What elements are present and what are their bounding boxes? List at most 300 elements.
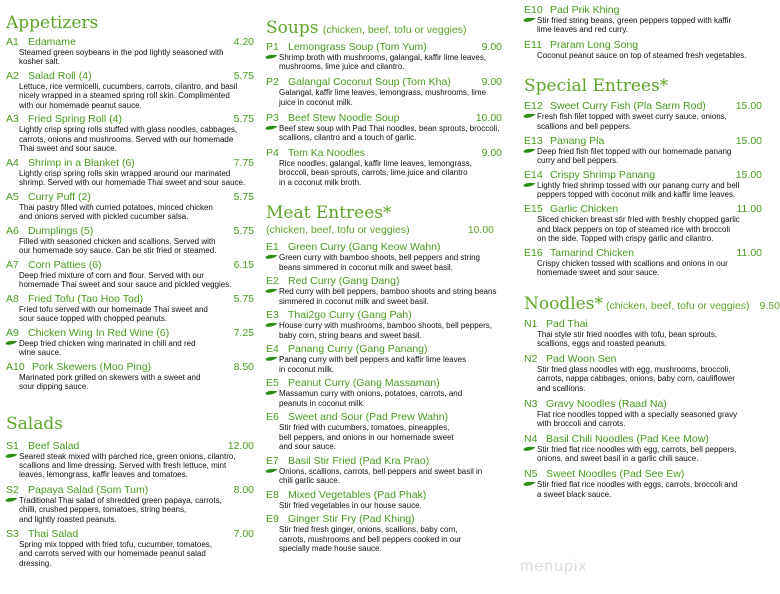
item-code: E1 [266, 241, 279, 254]
column-middle [266, 0, 504, 557]
item-name: Lemongrass Soup (Tom Yum) [288, 41, 427, 53]
item-price [502, 513, 504, 525]
item-code: E16 [524, 246, 543, 259]
item-code: A9 [6, 326, 19, 339]
item-description [6, 82, 256, 110]
chili-pepper-icon [265, 322, 278, 328]
item-code: S2 [6, 483, 19, 496]
item-price: 15.00 [735, 168, 762, 181]
item-description [6, 271, 256, 290]
menu-item-header [524, 353, 764, 365]
item-description [266, 88, 504, 107]
description-line: lime leaves and red curry. [537, 25, 628, 35]
item-name: Dumplings (5) [28, 224, 94, 237]
description-line: Deep fried mixture of corn and flour. Served with our [19, 270, 204, 280]
description-line: chili garlic sauce. [279, 475, 340, 485]
description-line: Deep fried fish filet topped with our homemade panang [537, 146, 732, 156]
chili-pepper-icon [523, 446, 536, 452]
item-name: Panang Pla [550, 134, 605, 147]
item-name: Praram Long Song [550, 38, 639, 51]
item-name: Red Curry (Gang Dang) [288, 275, 400, 288]
item-code: E10 [524, 4, 543, 16]
description-line: Thai style stir fried noodles with tofu, bean sprouts, [537, 329, 718, 339]
description-line: scallions, cilantro and a touch of garlic. [279, 133, 417, 143]
item-description [6, 203, 256, 222]
item-code: N1 [524, 317, 538, 330]
item-name: Pork Skewers (Moo Ping) [32, 360, 152, 373]
menu-item-n1 [524, 318, 764, 349]
item-description [524, 365, 764, 393]
chili-pepper-icon [523, 148, 536, 154]
description-line: Panang curry with bell peppers and kaffir lime leaves [279, 355, 467, 365]
item-name: Fried Spring Roll (4) [28, 113, 122, 126]
description-line: simmered in coconut milk and sweet basil. [279, 296, 429, 306]
description-line: on the side. Topped with crispy garlic and cilantro. [537, 233, 714, 243]
item-description [266, 355, 504, 374]
description-line: baby corn, string beans and sweet basil. [279, 330, 422, 340]
item-description [6, 452, 256, 480]
description-line: House curry with mushrooms, bamboo shoots, bell peppers, [279, 321, 492, 331]
item-price [762, 398, 764, 410]
item-name: Sweet Curry Fish (Pla Sarm Rod) [550, 100, 706, 113]
chili-pepper-icon [523, 17, 536, 23]
item-description [266, 423, 504, 451]
item-code: A8 [6, 292, 19, 305]
description-line: and lightly roasted peanuts. [19, 514, 117, 524]
description-line: Crispy chicken tossed with scallions and onions in our [537, 258, 728, 268]
item-price [762, 4, 764, 16]
item-description [524, 147, 764, 166]
menu-item-n2 [524, 353, 764, 393]
chili-pepper-icon [265, 468, 278, 474]
item-price: 6.15 [233, 258, 254, 271]
chili-pepper-icon [265, 288, 278, 294]
item-description [6, 237, 256, 256]
item-name: Ginger Stir Fry (Pad Khing) [288, 513, 415, 526]
chili-pepper-icon [5, 453, 18, 459]
menu-item-header [266, 309, 504, 321]
section-title-appetizers: Appetizers [6, 13, 99, 33]
item-price: 5.75 [233, 292, 254, 305]
item-name: Chicken Wing In Red Wine (6) [28, 326, 170, 339]
item-price: 9.00 [481, 146, 502, 159]
description-line: and black peppers on top of steamed rice with broccoli [537, 224, 730, 234]
meat-entrees-note: (chicken, beef, tofu or veggies) [266, 224, 410, 237]
item-price: 5.75 [233, 224, 254, 237]
noodles-price: 9.50 [759, 299, 780, 312]
item-code: E9 [266, 513, 279, 526]
item-name: Panang Curry (Gang Panang) [288, 343, 428, 356]
item-code: N5 [524, 468, 538, 481]
description-line: shrimp. Served with our homemade Thai sweet and sour sauce. [19, 178, 246, 188]
soups-note: (chicken, beef, tofu or veggies) [322, 24, 467, 36]
item-code: A4 [6, 156, 19, 169]
item-price: 15.00 [735, 134, 762, 147]
item-code: A6 [6, 224, 19, 237]
item-name: Thai2go Curry (Gang Pah) [288, 309, 412, 322]
item-name: Basil Chili Noodles (Pad Kee Mow) [546, 433, 709, 446]
chili-pepper-icon [265, 54, 278, 60]
description-line: Sliced chicken breast stir fried with freshly chopped garlic [537, 215, 740, 225]
menu-item-n4 [524, 433, 764, 464]
chili-pepper-icon [265, 356, 278, 362]
description-line: Lightly crisp spring rolls skin wrapped around our marinated [19, 168, 231, 178]
menu-item-a2 [6, 70, 256, 110]
item-name: Sweet and Sour (Pad Prew Wahn) [288, 411, 449, 424]
description-line: Thai sweet and sour sauce. [19, 144, 117, 154]
chili-pepper-icon [265, 125, 278, 131]
item-code: A1 [6, 36, 19, 48]
item-price [762, 39, 764, 51]
chili-pepper-icon [523, 182, 536, 188]
item-code: P4 [266, 146, 279, 159]
description-line: Stir fried flat rice noodles with eggs, carrots, broccoli and [537, 480, 738, 490]
menu-item-header [266, 343, 504, 355]
description-line: peppers topped with coconut milk and kaffir lime leaves. [537, 190, 736, 200]
item-price [502, 275, 504, 287]
item-name: Pad Thai [546, 317, 588, 330]
description-line: with our homemade peanut sauce. [19, 100, 142, 110]
chili-pepper-icon [265, 390, 278, 396]
description-line: Filled with seasoned chicken and scallions. Served with [19, 236, 216, 246]
item-price: 4.20 [233, 36, 254, 48]
item-description [266, 501, 504, 510]
menu-item-header [6, 440, 256, 452]
description-line: curry and bell peppers. [537, 155, 619, 165]
noodles-note: (chicken, beef, tofu or veggies) [605, 299, 750, 312]
meat-entrees-list-continued [524, 4, 764, 60]
menu-item-header [6, 36, 256, 48]
item-name: Peanut Curry (Gang Massaman) [288, 377, 440, 390]
item-description [266, 53, 504, 72]
description-line: Stir fried with cucumbers, tomatoes, pineapples, [279, 423, 450, 433]
item-code: A5 [6, 190, 19, 203]
menu-item-header [524, 100, 764, 112]
menu-item-e3 [266, 309, 504, 340]
item-name: Shrimp in a Blanket (6) [28, 156, 135, 169]
item-code: A10 [6, 360, 25, 373]
item-name: Tamarind Chicken [550, 246, 635, 259]
description-line: Green curry with bamboo shoots, bell peppers and string [279, 253, 480, 263]
menu-item-header [524, 169, 764, 181]
soups-list [266, 41, 504, 187]
description-line: Red curry with bell peppers, bamboo shoots and string beans [279, 287, 497, 297]
item-price [762, 433, 764, 445]
menu-item-header [266, 147, 504, 159]
noodles-list [524, 318, 764, 499]
description-line: Shrimp broth with mushrooms, galangal, kaffir lime leaves, [279, 53, 487, 62]
menu-item-p4 [266, 147, 504, 187]
chili-pepper-icon [523, 113, 536, 119]
description-line: carrots, nappa cabbages, onions, baby corn, cauliflower [537, 374, 735, 384]
item-price: 5.75 [233, 190, 254, 203]
item-price [502, 455, 504, 467]
menu-item-a6 [6, 225, 256, 256]
section-title-soups: Soups [266, 18, 319, 38]
menu-item-e9 [266, 513, 504, 553]
item-name: Green Curry (Gang Keow Wahn) [288, 241, 441, 254]
item-description [524, 112, 764, 131]
menu-item-p2 [266, 76, 504, 107]
description-line: juice in coconut milk. [279, 97, 353, 107]
item-code: N2 [524, 353, 538, 365]
section-title-noodles: Noodles* [524, 293, 603, 314]
menu-item-s3 [6, 528, 256, 568]
meat-entrees-price: 10.00 [467, 224, 494, 237]
item-description [524, 445, 764, 464]
item-name: Galangal Coconut Soup (Tom Kha) [288, 76, 451, 89]
item-description [6, 373, 256, 392]
menu-item-e13 [524, 135, 764, 166]
item-code: E2 [266, 275, 279, 288]
chili-pepper-icon [5, 497, 18, 503]
menu-item-header [266, 41, 504, 53]
description-line: scallions, eggs and roasted peanuts. [537, 339, 667, 349]
item-description [266, 253, 504, 272]
menu-item-header [266, 112, 504, 124]
item-price [762, 353, 764, 365]
description-line: wine sauce. [19, 348, 62, 358]
description-line: with broccoli and carrots. [537, 419, 626, 429]
item-code: P1 [266, 41, 279, 53]
description-line: onions, and sweet basil in a garlic chili sauce. [537, 454, 699, 464]
item-price [762, 318, 764, 330]
description-line: Stir fried flat rice noodles with egg, carrots, bell peppers, [537, 445, 737, 455]
item-name: Corn Patties (6) [28, 258, 102, 271]
item-name: Beef Stew Noodle Soup [288, 111, 400, 124]
description-line: specially made house sauce. [279, 543, 382, 553]
description-line: Stir fried vegetables in our house sauce. [279, 500, 422, 510]
item-price: 5.75 [233, 113, 254, 126]
description-line: in coconut milk. [279, 364, 335, 374]
menu-item-header [524, 39, 764, 51]
item-code: E6 [266, 411, 279, 424]
menu-item-header [524, 247, 764, 259]
item-name: Pad Prik Khing [550, 4, 620, 16]
meat-entrees-list [266, 241, 504, 553]
menu-item-header [266, 411, 504, 423]
description-line: Traditional Thai salad of shredded green papaya, carrots, [19, 495, 222, 505]
description-line: Beef stew soup with Pad Thai noodles, bean sprouts, broccoli, [279, 123, 500, 133]
menu-item-a7 [6, 259, 256, 290]
description-line: Stir fried glass noodles with egg, mushrooms, broccoli, [537, 365, 731, 374]
item-description [6, 169, 256, 188]
description-line: kosher salt. [19, 57, 60, 67]
description-line: Deep fried chicken wing marinated in chili and red [19, 338, 196, 348]
menu-item-e12 [524, 100, 764, 131]
item-description [524, 16, 764, 35]
description-line: in a coconut milk broth. [279, 177, 362, 187]
item-code: S1 [6, 439, 19, 452]
menu-item-p3 [266, 112, 504, 143]
description-line: our homemade soy sauce. Can be stir fried or steamed. [19, 246, 217, 256]
item-code: E12 [524, 100, 543, 113]
menu-item-e16 [524, 247, 764, 278]
menu-item-header [6, 484, 256, 496]
item-code: E15 [524, 203, 543, 216]
item-price [502, 309, 504, 321]
item-code: E13 [524, 134, 543, 147]
item-code: E14 [524, 168, 543, 181]
item-price: 15.00 [735, 100, 762, 113]
item-description [266, 159, 504, 187]
section-title-meat-entrees: Meat Entrees* [266, 203, 392, 224]
menu-item-header [524, 135, 764, 147]
item-price: 10.00 [475, 111, 502, 124]
description-line: carrots, onions and mushrooms. Served with our homemade [19, 134, 234, 144]
description-line: and carrots served with our homemade peanut salad [19, 549, 206, 559]
menu-item-header [6, 225, 256, 237]
description-line: Stir fried string beans, green peppers topped with kaffir [537, 16, 732, 25]
description-line: Fresh fish filet topped with sweet curry sauce, onions, [537, 112, 727, 122]
item-price: 7.25 [233, 326, 254, 339]
item-name: Tom Ka Noodles [288, 146, 366, 159]
item-name: Fried Tofu (Tao Hoo Tod) [28, 292, 144, 305]
menu-item-header [266, 377, 504, 389]
description-line: chilli, crushed peppers, tomatoes, string beans, [19, 505, 187, 515]
item-code: A7 [6, 258, 19, 271]
menu-item-header [524, 468, 764, 480]
special-entrees-list [524, 100, 764, 277]
description-line: Lightly fried shrimp tossed with our panang curry and bell [537, 180, 740, 190]
item-price [502, 377, 504, 389]
description-line: and scallions. [537, 383, 586, 393]
description-line: homemade sweet and sour sauce. [537, 268, 660, 278]
menu-item-header [6, 361, 256, 373]
item-description [524, 330, 764, 349]
description-line: Lightly crisp spring rolls stuffed with glass noodles, cabbages, [19, 125, 238, 135]
description-line: Galangal, kaffir lime leaves, lemongrass, mushrooms, lime [279, 88, 487, 98]
item-name: Edamame [28, 36, 76, 48]
description-line: scallions and bell peppers. [537, 121, 632, 131]
description-line: and sour sauce. [279, 441, 336, 451]
menu-item-header [266, 275, 504, 287]
appetizers-list [6, 36, 256, 392]
description-line: Onions, scallions, carrots, bell peppers and sweet basil in [279, 466, 483, 476]
menu-item-n3 [524, 398, 764, 429]
item-code: E11 [524, 38, 542, 51]
description-line: Thai pastry filled with curried potatoes, minced chicken [19, 202, 213, 212]
menu-item-header [6, 157, 256, 169]
item-name: Crispy Shrimp Panang [550, 168, 656, 181]
item-price [502, 489, 504, 501]
item-description [524, 215, 764, 243]
description-line: Fried tofu served with our homemade Thai sweet and [19, 304, 208, 314]
item-code: P2 [266, 76, 279, 89]
description-line: broccoli, bean sprouts, carrots, lime juice and cilantro [279, 168, 468, 178]
description-line: mushrooms, lime juice and cilantro. [279, 62, 405, 72]
item-name: Curry Puff (2) [28, 190, 91, 203]
menu-item-e5 [266, 377, 504, 408]
menu-item-a4 [6, 157, 256, 188]
item-price [502, 411, 504, 423]
description-line: Flat rice noodles topped with a specially seasoned gravy [537, 409, 738, 419]
item-description [266, 525, 504, 553]
description-line: Rice noodles, galangal, kaffir lime leaves, lemongrass, [279, 158, 472, 168]
item-price: 5.75 [233, 70, 254, 82]
item-price [762, 468, 764, 480]
description-line: Coconut peanut sauce on top of steamed fresh vegetables. [537, 50, 747, 60]
menu-item-e2 [266, 275, 504, 306]
item-description [266, 389, 504, 408]
section-title-special-entrees: Special Entrees* [524, 76, 669, 97]
salads-list [6, 440, 256, 569]
item-name: Garlic Chicken [550, 203, 619, 216]
item-code: N4 [524, 433, 538, 446]
menu-item-header [266, 76, 504, 88]
menu-item-header [6, 293, 256, 305]
description-line: carrots, mushrooms and bell peppers cooked in our [279, 534, 462, 544]
item-price: 8.00 [233, 483, 254, 496]
item-code: E8 [266, 488, 279, 501]
item-description [266, 287, 504, 306]
watermark: menupix [520, 558, 588, 575]
item-code: N3 [524, 397, 538, 410]
item-name: Pad Woon Sen [546, 353, 617, 365]
item-description [524, 410, 764, 429]
description-line: sour sauce topped with chopped peanuts. [19, 314, 168, 324]
item-price [502, 241, 504, 253]
description-line: scallions and lime dressing. Served with fresh lettuce, mint [19, 461, 227, 471]
item-code: E3 [266, 309, 279, 322]
menu-item-s2 [6, 484, 256, 524]
menu-item-header [524, 433, 764, 445]
item-description [6, 540, 256, 568]
item-name: Basil Stir Fried (Pad Kra Prao) [288, 454, 430, 467]
description-line: bell peppers, and onions in our homemade sweet [279, 432, 454, 442]
item-description [6, 305, 256, 324]
menu-item-e8 [266, 489, 504, 510]
item-price [502, 343, 504, 355]
item-description [524, 480, 764, 499]
description-line: and onions served with pickled cucumber salsa. [19, 212, 189, 222]
description-line: Marinated pork grilled on skewers with a sweet and [19, 372, 201, 382]
menu-item-header [6, 259, 256, 271]
item-code: E4 [266, 343, 279, 356]
item-code: A2 [6, 70, 19, 82]
item-price: 12.00 [227, 439, 254, 452]
menu-item-e7 [266, 455, 504, 486]
item-price: 9.00 [481, 41, 502, 53]
description-line: Spring mix topped with fried tofu, cucumber, tomatoes, [19, 540, 212, 550]
menu-item-a9 [6, 327, 256, 358]
description-line: homemade Thai sweet and sour sauce and pickled veggies. [19, 280, 232, 290]
menu-item-header [524, 318, 764, 330]
menu-item-header [266, 489, 504, 501]
menu-item-a3 [6, 113, 256, 153]
menu-item-e15 [524, 203, 764, 243]
description-line: dressing. [19, 558, 52, 568]
section-title-salads: Salads [6, 413, 63, 434]
item-name: Beef Salad [28, 439, 80, 452]
item-name: Salad Roll (4) [28, 70, 92, 82]
item-description [6, 496, 256, 524]
item-name: Papaya Salad (Som Tum) [28, 483, 149, 496]
description-line: Stir fried fresh ginger, onions, scallions, baby corn, [279, 525, 458, 535]
item-description [6, 48, 256, 67]
item-code: A3 [6, 113, 19, 126]
menu-item-e6 [266, 411, 504, 451]
item-description [6, 125, 256, 153]
menu-item-e10 [524, 4, 764, 35]
meat-entrees-note-row [266, 224, 504, 237]
menu-item-header [6, 113, 256, 125]
description-line: Massamun curry with onions, potatoes, carrots, and [279, 389, 463, 399]
menu-item-header [524, 4, 764, 16]
description-line: Seared steak mixed with parched rice, green onions, cilantro, [19, 451, 236, 461]
item-name: Gravy Noodles (Raad Na) [546, 397, 667, 410]
item-description [524, 181, 764, 200]
